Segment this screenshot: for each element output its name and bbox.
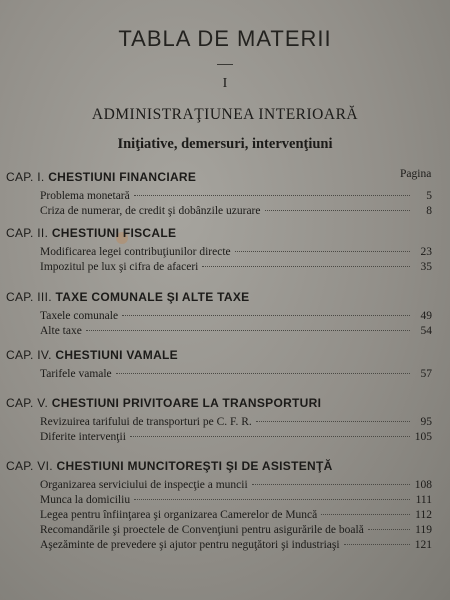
entry-title: Aşezăminte de prevedere şi ajutor pentru neguţători şi industriaşi: [40, 539, 340, 551]
entry-page-number: 35: [420, 261, 432, 273]
entry-page-number: 105: [414, 431, 432, 443]
chapter-heading: [6, 226, 176, 240]
dot-leader: [321, 514, 410, 515]
chapter-name: TAXE COMUNALE ŞI ALTE TAXE: [55, 290, 250, 304]
chapter-heading: [6, 170, 196, 184]
chapter-label: CAP. III.: [6, 290, 56, 304]
chapter-name: CHESTIUNI MUNCITOREŞTI ŞI DE ASISTENŢĂ: [56, 459, 333, 473]
entry-page-number: 54: [420, 325, 432, 337]
dot-leader: [202, 266, 410, 267]
chapter-name: CHESTIUNI FINANCIARE: [48, 170, 197, 184]
chapter-name: CHESTIUNI PRIVITOARE LA TRANSPORTURI: [51, 396, 322, 410]
chapter-label: CAP. II.: [6, 226, 52, 240]
dot-leader: [344, 544, 410, 545]
entry-page-number: 23: [420, 246, 432, 258]
dot-leader: [130, 436, 410, 437]
dot-leader: [86, 330, 410, 331]
section-heading: ADMINISTRAŢIUNEA INTERIOARĂ: [91, 106, 359, 123]
toc-entry: [40, 310, 432, 322]
chapter-label: CAP. I.: [6, 170, 49, 184]
entry-page-number: 121: [414, 539, 432, 551]
entry-title: Taxele comunale: [40, 310, 119, 322]
toc-entry: [40, 261, 432, 273]
entry-title: Revizuirea tarifului de transporturi pe C. F. R.: [40, 416, 252, 428]
entry-page-number: 57: [420, 368, 432, 380]
toc-entry: [40, 190, 432, 202]
entry-title: Legea pentru înfiinţarea şi organizarea Camerelor de Muncă: [40, 509, 318, 521]
dot-leader: [116, 373, 410, 374]
entry-title: Criza de numerar, de credit şi dobânzile uzurare: [40, 205, 261, 217]
chapter-name: CHESTIUNI VAMALE: [55, 348, 178, 362]
toc-entry: [40, 368, 432, 380]
toc-entry: [40, 494, 432, 506]
chapter-heading: [6, 459, 333, 473]
chapter-name: CHESTIUNI FISCALE: [51, 226, 177, 240]
toc-entry: [40, 325, 432, 337]
entry-page-number: 5: [426, 190, 432, 202]
divider: [217, 64, 233, 65]
entry-page-number: 111: [415, 494, 432, 506]
entry-title: Problema monetară: [40, 190, 130, 202]
entry-page-number: 8: [426, 205, 432, 217]
entry-page-number: 49: [420, 310, 432, 322]
entry-title: Recomandările şi proectele de Convenţiuni pentru asigurările de boală: [40, 524, 364, 536]
entry-title: Diferite intervenţii: [40, 431, 126, 443]
dot-leader: [235, 251, 410, 252]
toc-entry: [40, 479, 432, 491]
entry-title: Modificarea legei contribuţiunilor directe: [40, 246, 231, 258]
toc-entry: [40, 509, 432, 521]
dot-leader: [252, 484, 410, 485]
entry-title: Impozitul pe lux şi cifra de afaceri: [40, 261, 199, 273]
toc-entry: [40, 539, 432, 551]
toc-entry: [40, 246, 432, 258]
page-column-header: Pagina: [400, 168, 432, 180]
entry-page-number: 112: [415, 509, 432, 521]
chapter-label: CAP. IV.: [6, 348, 56, 362]
toc-entry: [40, 431, 432, 443]
entry-page-number: 119: [415, 524, 432, 536]
dot-leader: [134, 195, 410, 196]
dot-leader: [122, 315, 410, 316]
dot-leader: [256, 421, 410, 422]
chapter-label: CAP. VI.: [6, 459, 57, 473]
dot-leader: [134, 499, 410, 500]
entry-title: Organizarea serviciului de inspecţie a muncii: [40, 479, 248, 491]
toc-entry: [40, 205, 432, 217]
toc-entry: [40, 524, 432, 536]
toc-entry: [40, 416, 432, 428]
dot-leader: [368, 529, 410, 530]
entry-page-number: 95: [420, 416, 432, 428]
entry-title: Munca la domiciliu: [40, 494, 131, 506]
chapter-label: CAP. V.: [6, 396, 52, 410]
entry-page-number: 108: [414, 479, 432, 491]
entry-title: Alte taxe: [40, 325, 82, 337]
dot-leader: [265, 210, 411, 211]
chapter-heading: [6, 290, 250, 304]
section-subtitle: Iniţiative, demersuri, intervenţiuni: [117, 136, 333, 152]
entry-title: Tarifele vamale: [40, 368, 112, 380]
chapter-heading: [6, 348, 178, 362]
page-title: TABLA DE MATERII: [118, 26, 332, 51]
part-number: I: [222, 76, 228, 91]
chapter-heading: [6, 396, 321, 410]
